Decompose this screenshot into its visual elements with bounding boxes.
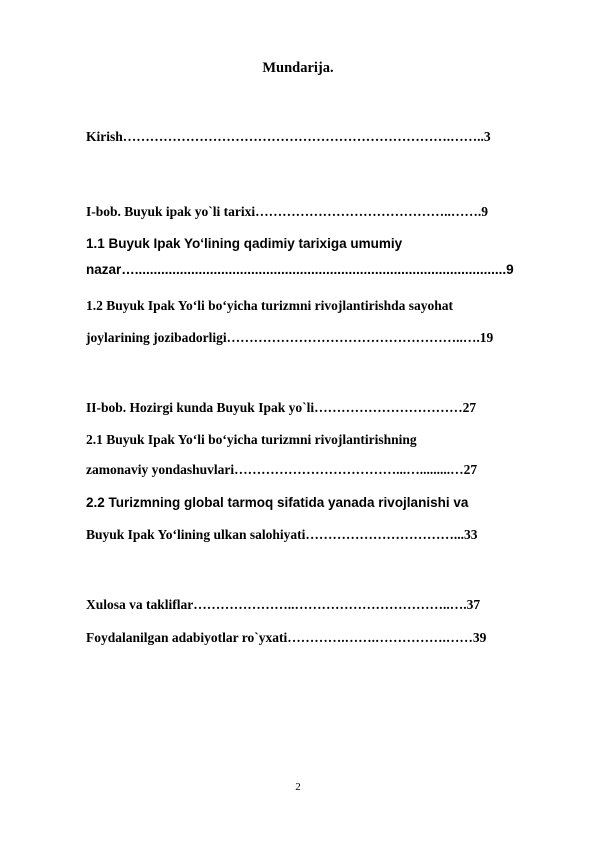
toc-entry-2-1-line-2: zamonaviy yondashuvlari………………………………...….........…27 bbox=[86, 462, 478, 477]
toc-entry-1-2-line-2: joylarining jozibadorligi……………………………………………..….19 bbox=[86, 330, 494, 345]
toc-entry-chapter-2: II-bob. Hozirgi kunda Buyuk Ipak yo`li……………………………27 bbox=[86, 400, 477, 415]
toc-entry-intro: Kirish……………………………………………………………….……..3 bbox=[86, 129, 491, 144]
toc-entry-2-2-line-2: Buyuk Ipak Yo‘lining ulkan salohiyati……………………………...33 bbox=[86, 527, 478, 542]
page-number: 2 bbox=[295, 781, 301, 793]
toc-entry-conclusion: Xulosa va takliflar…………………..……………………………..….37 bbox=[86, 597, 481, 612]
toc-entry-1-1-line-2: nazar…...................................................................................................9 bbox=[86, 262, 514, 277]
toc-entry-1-1-line-1: 1.1 Buyuk Ipak Yo‘lining qadimiy tarixiga umumiy bbox=[86, 236, 403, 251]
toc-entry-references: Foydalanilgan adabiyotlar ro`yxati………….…….…………….……39 bbox=[86, 630, 487, 645]
toc-entry-2-2-line-1: 2.2 Turizmning global tarmoq sifatida yanada rivojlanishi va bbox=[86, 495, 469, 510]
toc-entry-2-1-line-1: 2.1 Buyuk Ipak Yo‘li bo‘yicha turizmni rivojlantirishning bbox=[86, 432, 417, 447]
toc-entry-chapter-1: I-bob. Buyuk ipak yo`li tarixi……………………………………..…….9 bbox=[86, 204, 489, 219]
page-title: Mundarija. bbox=[262, 60, 334, 76]
toc-entry-1-2-line-1: 1.2 Buyuk Ipak Yo‘li bo‘yicha turizmni rivojlantirishda sayohat bbox=[86, 298, 454, 313]
